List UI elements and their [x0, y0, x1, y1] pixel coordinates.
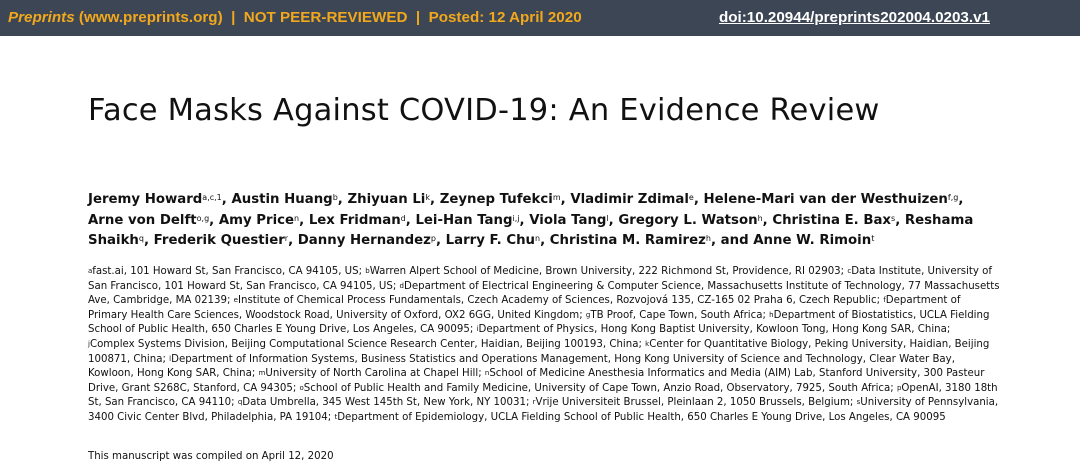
author-affiliation-marker: a,c,1	[202, 193, 222, 202]
affiliation-key: g	[585, 310, 591, 319]
paper-title: Face Masks Against COVID-19: An Evidence Review	[88, 93, 880, 128]
author-affiliation-marker: o,g	[196, 213, 210, 223]
author-name: Amy Price	[218, 212, 295, 228]
affiliation-key: i	[476, 325, 479, 334]
author-affiliation-marker: d	[400, 213, 406, 223]
affiliation-text: Department of Information Systems, Business Statistics and Operations Management, Hong Kong University of Science and Technology, Clear Water Bay, Kowloon, Hong Kong SAR, China	[88, 353, 955, 380]
banner-brand: Preprints	[8, 9, 75, 26]
author-affiliation-marker: n	[294, 213, 300, 223]
author-name: Viola Tang	[529, 212, 607, 228]
author-name: Arne von Delft	[88, 212, 197, 228]
affiliation-key: l	[169, 354, 172, 363]
affiliation-text: School of Medicine Anesthesia Informatics and Media (AIM) Lab, Stanford University, 300 Pasteur Drive, Grant S268C, Stanford, CA 94305	[88, 368, 985, 394]
affiliation-text: University of North Carolina at Chapel Hill	[265, 368, 479, 380]
affiliation-text: Warren Alpert School of Medicine, Brown University, 222 Richmond St, Providence, RI 02903	[369, 266, 841, 277]
affiliation-key: h	[769, 310, 774, 319]
author-affiliation-marker: b	[332, 193, 338, 202]
affiliation-text: Department of Primary Health Care Sciences, Woodstock Road, University of Oxford, OX2 6GG, United Kingdom	[88, 295, 961, 321]
author-name: Lex Fridman	[308, 212, 401, 228]
author-name: Frederik Questier	[153, 233, 285, 248]
banner-info	[8, 0, 582, 36]
affiliation-key: e	[233, 296, 238, 305]
affiliation-key: a	[88, 267, 93, 275]
author-affiliation-marker: f,g	[947, 193, 959, 202]
affiliation-key: c	[847, 267, 852, 275]
affiliation-text: Department of Biostatistics, UCLA Fielding School of Public Health, 650 Charles E Young Drive, Los Angeles, CA 90095	[88, 309, 990, 336]
affiliation-text: Institute of Chemical Process Fundamentals, Czech Academy of Sciences, Rozvojová 135, CZ-165 02 Praha 6, Czech Republic	[237, 295, 877, 307]
affiliation-key: m	[258, 369, 266, 378]
affiliation-text: Department of Epidemiology, UCLA Fielding School of Public Health, 650 Charles E Young Drive, Los Angeles, CA 90095	[337, 411, 946, 423]
affiliation-text: Department of Physics, Hong Kong Baptist University, Kowloon Tong, Hong Kong SAR, China	[478, 324, 947, 336]
affiliation-key: q	[237, 398, 243, 407]
author-name: Gregory L. Watson	[618, 212, 758, 228]
doi-link[interactable]: doi:10.20944/preprints202004.0203.v1	[718, 9, 990, 26]
affiliation-key: j	[88, 339, 90, 348]
affiliation-text: Data Institute, University of San Francisco, 101 Howard St, San Francisco, CA 94105, US	[88, 266, 992, 292]
affiliation-key: f	[883, 296, 886, 305]
author-affiliation-marker: k	[425, 193, 431, 202]
affiliation-text: Department of Electrical Engineering & Computer Science, Massachusetts Institute of Technology, 77 Massachusetts Ave, Cambridge, MA 02139	[88, 280, 1000, 307]
author-affiliation-marker: t	[871, 234, 875, 243]
author-affiliation-marker: r	[284, 234, 289, 243]
author-affiliation-marker: i,j	[512, 213, 520, 223]
author-name: Danny Hernandez	[297, 233, 431, 248]
author-name: Zhiyuan Li	[347, 192, 426, 207]
affiliation-text: Data Umbrella, 345 West 145th St, New York, NY 10031	[242, 397, 526, 409]
affiliation-text: Center for Quantitative Biology, Peking University, Haidian, Beijing 100871, China	[88, 338, 990, 365]
affiliation-text: Vrije Universiteit Brussel, Pleinlaan 2, 1050 Brussels, Belgium	[535, 397, 850, 409]
author-name: Jeremy Howard	[88, 192, 203, 207]
author-affiliation-marker: l	[606, 213, 609, 223]
affiliation-key: n	[484, 369, 490, 378]
author-name: Helene-Mari van der Westhuizen	[703, 192, 948, 207]
compiled-note: This manuscript was compiled on April 12, 2020	[88, 451, 334, 462]
author-affiliation-marker: h	[757, 213, 763, 223]
author-list: Jeremy Howard$^{a,c,1}$, Austin Huang$^b$, Zhiyuan Li$^k$, Zeynep Tufekci$^m$, Vladimir Zdimal$^e$, Helene-Mari van der Westhuizen$^{f,g}$, Arne von Delft$^{o,g}$, Amy Price$^n$, Lex Fridman$^d$, Lei-Han Tang$^{i,j}$, Viola Tang$^l$, Gregory L. Watson$^h$, Christina E. Bax$^s$, Reshama Shaikh$^q$, Frederik Questier$^r$, Danny Hernandez$^p$, Larry F. Chu$^n$, Christina M. Ramirez$^h$, and Anne W. Rimoin$^t$	[88, 192, 974, 248]
author-name: Larry F. Chu	[445, 233, 536, 248]
affiliation-text: OpenAI, 3180 18th St, San Francisco, CA 94110	[88, 382, 998, 409]
affiliation-key: k	[645, 339, 650, 348]
affiliation-key: r	[532, 398, 536, 407]
affiliation-text: TB Proof, Cape Town, South Africa	[590, 309, 763, 321]
author-name: Lei-Han Tang	[415, 212, 513, 228]
author-affiliation-marker: m	[552, 193, 561, 202]
author-affiliation-marker: p	[430, 234, 436, 243]
author-affiliation-marker: n	[535, 234, 541, 243]
author-name: Reshama Shaikh	[88, 212, 974, 248]
author-affiliation-marker: s	[891, 213, 896, 223]
affiliation-key: p	[896, 383, 902, 392]
author-affiliation-marker: h	[705, 234, 711, 243]
affiliation-list: $^a$fast.ai, 101 Howard St, San Francisco, CA 94105, US; $^b$Warren Alpert School of Medicine, Brown University, 222 Richmond St, Providence, RI 02903; $^c$Data Institute, University of San Francisco, 101 Howard St, San Francisco, CA 94105, US; $^d$Department of Electrical Engineering & Computer Science, Massachusetts Institute of Technology, 77 Massachusetts Ave, Cambridge, MA 02139; $^e$Institute of Chemical Process Fundamentals, Czech Academy of Sciences, Rozvojová 135, CZ-165 02 Praha 6, Czech Republic; $^f$Department of Primary Health Care Sciences, Woodstock Road, University of Oxford, OX2 6GG, United Kingdom; $^g$TB Proof, Cape Town, South Africa; $^h$Department of Biostatistics, UCLA Fielding School of Public Health, 650 Charles E Young Drive, Los Angeles, CA 90095; $^i$Department of Physics, Hong Kong Baptist University, Kowloon Tong, Hong Kong SAR, China; $^j$Complex Systems Division, Beijing Computational Science Research Center, Haidian, Beijing 100193, China; $^k$Center for Quantitative Biology, Peking University, Haidian, Beijing 100871, China; $^l$Department of Information Systems, Business Statistics and Operations Management, Hong Kong University of Science and Technology, Clear Water Bay, Kowloon, Hong Kong SAR, China; $^m$University of North Carolina at Chapel Hill; $^n$School of Medicine Anesthesia Informatics and Media (AIM) Lab, Stanford University, 300 Pasteur Drive, Grant S268C, Stanford, CA 94305; $^o$School of Public Health and Family Medicine, University of Cape Town, Anzio Road, Observatory, 7925, South Africa; $^p$OpenAI, 3180 18th St, San Francisco, CA 94110; $^q$Data Umbrella, 345 West 145th St, New York, NY 10031; $^r$Vrije Universiteit Brussel, Pleinlaan 2, 1050 Brussels, Belgium; $^s$University of Pennsylvania, 3400 Civic Center Blvd, Philadelphia, PA 19104; $^t$Department of Epidemiology, UCLA Fielding School of Public Health, 650 Charles E Young Drive, Los Angeles, CA 90095	[88, 266, 1000, 423]
affiliation-key: o	[299, 383, 304, 392]
author-affiliation-marker: q	[138, 234, 144, 243]
preprint-banner	[0, 0, 1080, 36]
affiliation-key: t	[334, 412, 338, 421]
affiliation-key: b	[365, 267, 370, 275]
author-name: Zeynep Tufekci	[439, 192, 553, 207]
affiliation-text: fast.ai, 101 Howard St, San Francisco, CA 94105, US	[92, 266, 359, 277]
author-name: Austin Huang	[231, 192, 333, 207]
author-affiliation-marker: e	[688, 193, 694, 202]
affiliation-key: d	[399, 281, 404, 290]
affiliation-text: University of Pennsylvania, 3400 Civic Center Blvd, Philadelphia, PA 19104	[88, 397, 999, 423]
author-name: Anne W. Rimoin	[753, 233, 872, 248]
affiliation-text: School of Public Health and Family Medicine, University of Cape Town, Anzio Road, Observatory, 7925, South Africa	[303, 382, 891, 394]
author-name: Christina E. Bax	[772, 212, 892, 228]
affiliation-text: Complex Systems Division, Beijing Computational Science Research Center, Haidian, Beijing 100193, China	[89, 338, 639, 350]
author-name: Vladimir Zdimal	[570, 192, 689, 207]
banner-status: (www.preprints.org) | NOT PEER-REVIEWED | Posted: 12 April 2020	[74, 9, 582, 26]
affiliation-key: s	[856, 398, 861, 407]
author-name: Christina M. Ramirez	[549, 233, 706, 248]
